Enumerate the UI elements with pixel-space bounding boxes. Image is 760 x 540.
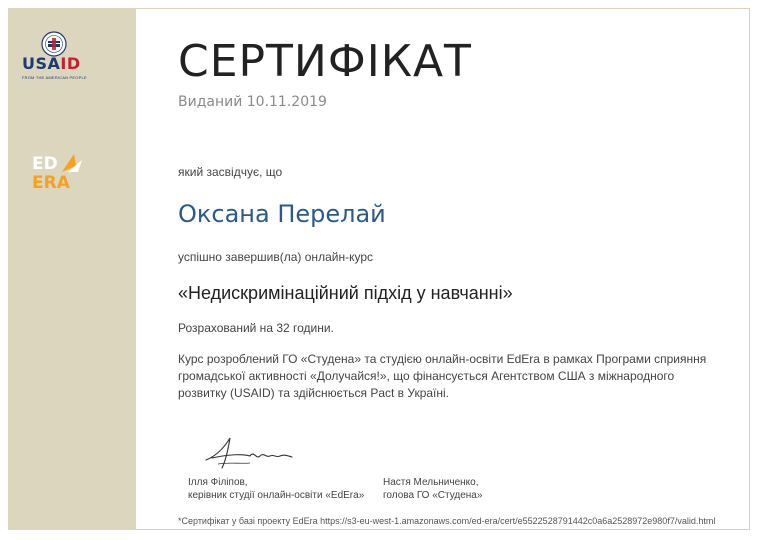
signatory-role: голова ГО «Студена» xyxy=(383,490,483,501)
certificate-title: СЕРТИФІКАТ xyxy=(178,36,472,87)
signatory-name: Ілля Філіпов, xyxy=(188,477,248,488)
signatory-2 xyxy=(383,476,482,502)
signatory-1 xyxy=(188,476,364,502)
usaid-text: USAID xyxy=(22,54,81,73)
edera-line1: ED xyxy=(32,154,58,174)
description-line: громадської активності «Долучайся!», що фінансується Агентством США з міжнародного xyxy=(178,369,675,383)
completed-text: успішно завершив(ла) онлайн-курс xyxy=(178,250,373,264)
signatory-name: Настя Мельниченко, xyxy=(383,477,479,488)
course-hours: Розрахований на 32 години. xyxy=(178,321,334,335)
description-line: розвитку (USAID) та здійснюється Pact в Україні. xyxy=(178,386,450,400)
course-description xyxy=(178,351,738,402)
usaid-tagline: FROM THE AMERICAN PEOPLE xyxy=(22,75,87,80)
usaid-wordmark xyxy=(22,54,88,73)
usaid-logo xyxy=(20,30,90,82)
signatory-role: керівник студії онлайн-освіти «EdEra» xyxy=(188,490,365,501)
description-line: Курс розроблений ГО «Студена» та студією онлайн-освіти EdEra в рамках Програми сприяння xyxy=(178,352,707,366)
recipient-name: Оксана Перелай xyxy=(178,200,386,228)
edera-line2: ERA xyxy=(32,173,70,193)
issue-date: Виданий 10.11.2019 xyxy=(178,94,327,110)
certifies-text: який засвідчує, що xyxy=(178,165,283,179)
course-title: «Недискримінаційний підхід у навчанні» xyxy=(178,283,513,303)
edera-logo xyxy=(32,152,88,196)
sidebar-band xyxy=(8,8,136,530)
signature-image xyxy=(200,430,296,474)
verification-footer: *Сертифікат у базі проекту EdEra https://s3-eu-west-1.amazonaws.com/ed-era/cert/e5522528791442c0a6a2528972e980f7/valid.html xyxy=(178,516,716,526)
edera-mark-icon xyxy=(60,152,86,174)
